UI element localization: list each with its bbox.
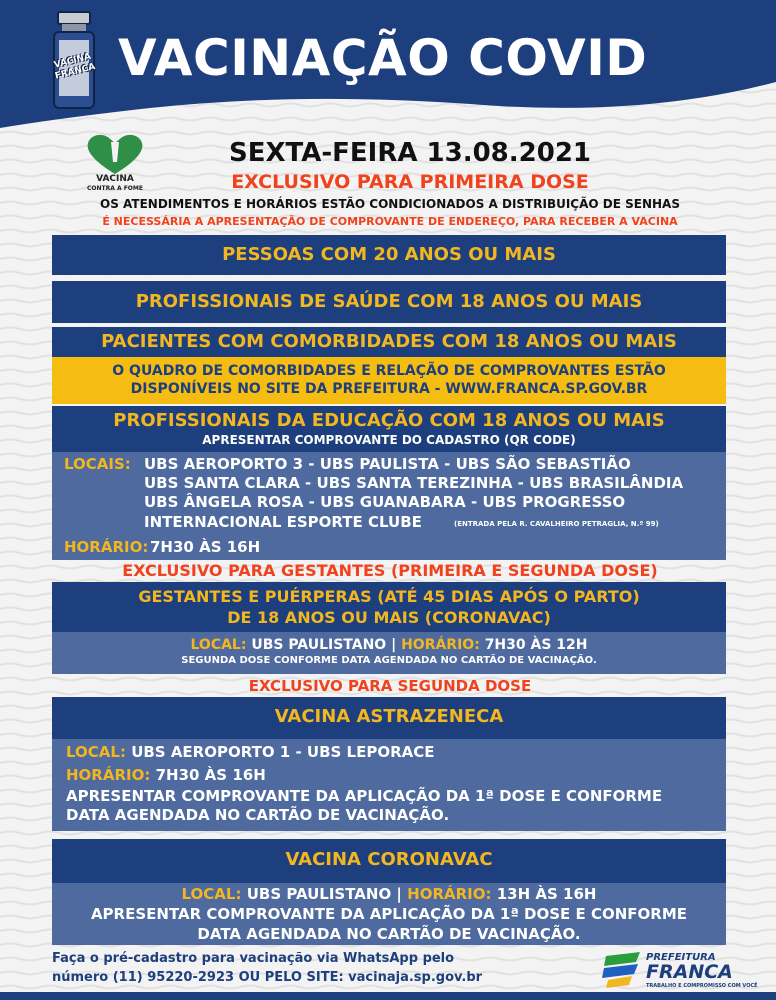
pregnant-info — [52, 632, 726, 674]
franca-flag-icon — [602, 952, 642, 988]
astrazeneca-hours-value: 7H30 ÀS 16H — [155, 766, 266, 784]
coronavac-hours-label: HORÁRIO: — [407, 885, 492, 903]
pregnant-hours-value: 7H30 ÀS 12H — [484, 637, 588, 653]
logo-text: VACINA FRANCA — [53, 51, 97, 82]
astrazeneca-hours-label: HORÁRIO: — [66, 766, 151, 784]
group-band-saude — [52, 281, 726, 323]
prefeitura-franca-logo — [602, 950, 772, 992]
group-subtitle-educacao: APRESENTAR COMPROVANTE DO CADASTRO (QR CODE) — [202, 433, 576, 447]
pregnant-local-line — [52, 636, 726, 654]
locations-line-4: INTERNACIONAL ESPORTE CLUBE — [144, 513, 422, 531]
coronavac-info — [52, 883, 726, 945]
pregnant-local-label: LOCAL: — [190, 637, 247, 653]
astrazeneca-local-value: UBS AEROPORTO 1 - UBS LEPORACE — [131, 743, 435, 761]
footer-line-2: número (11) 95220-2923 OU PELO SITE: vacinaja.sp.gov.br — [52, 970, 483, 985]
brand-main: FRANCA — [646, 961, 733, 983]
comorbidades-note — [52, 357, 726, 404]
pregnant-note: SEGUNDA DOSE CONFORME DATA AGENDADA NO CARTÃO DE VACINAÇÃO. — [181, 655, 597, 666]
coronavac-band — [52, 839, 726, 883]
group-title-comorbidades: PACIENTES COM COMORBIDADES COM 18 ANOS OU MAIS — [101, 331, 677, 352]
locations-label: LOCAIS: — [64, 455, 131, 473]
group-title-saude: PROFISSIONAIS DE SAÚDE COM 18 ANOS OU MAIS — [135, 291, 643, 312]
coronavac-local-line — [52, 884, 726, 904]
locations-hours-value: 7H30 ÀS 16H — [150, 538, 261, 556]
group-band-educacao — [52, 406, 726, 452]
astrazeneca-note-line-1: APRESENTAR COMPROVANTE DA APLICAÇÃO DA 1ª DOSE E CONFORME — [66, 787, 663, 805]
page-title: VACINAÇÃO COVID — [118, 29, 648, 87]
first-dose-heading: EXCLUSIVO PARA PRIMEIRA DOSE — [231, 171, 589, 193]
pregnant-title-2: DE 18 ANOS OU MAIS (CORONAVAC) — [227, 608, 551, 627]
notice-senhas: OS ATENDIMENTOS E HORÁRIOS ESTÃO CONDICIONADOS A DISTRIBUIÇÃO DE SENHAS — [100, 197, 680, 211]
locations-hours-label: HORÁRIO: — [64, 538, 149, 556]
pregnant-hours-label: HORÁRIO: — [401, 637, 480, 653]
seal-label-2: CONTRA A FOME — [87, 185, 143, 192]
seal-label-1: VACINA — [96, 174, 134, 184]
coronavac-note-line-2: DATA AGENDADA NO CARTÃO DE VACINAÇÃO. — [197, 925, 581, 943]
pregnant-title-1: GESTANTES E PUÉRPERAS (ATÉ 45 DIAS APÓS O PARTO) — [138, 587, 640, 606]
vacina-contra-a-fome-seal — [84, 132, 146, 200]
brand-top: PREFEITURA — [646, 952, 716, 963]
comorbidades-note-line-2: DISPONÍVEIS NO SITE DA PREFEITURA - WWW.FRANCA.SP.GOV.BR — [130, 381, 648, 397]
locations-line-3: UBS ÂNGELA ROSA - UBS GUANABARA - UBS PROGRESSO — [144, 493, 626, 511]
coronavac-local-value: UBS PAULISTANO | — [246, 885, 402, 903]
date-heading: SEXTA-FEIRA 13.08.2021 — [228, 138, 592, 168]
pregnant-local-value: UBS PAULISTANO | — [251, 637, 397, 653]
group-band-comorbidades — [52, 327, 726, 357]
coronavac-title: VACINA CORONAVAC — [285, 849, 493, 870]
astrazeneca-title: VACINA ASTRAZENECA — [274, 706, 504, 727]
heart-icon — [84, 132, 146, 176]
group-title-20-anos: PESSOAS COM 20 ANOS OU MAIS — [222, 244, 556, 265]
locations-line-1: UBS AEROPORTO 3 - UBS PAULISTA - UBS SÃO SEBASTIÃO — [144, 455, 631, 473]
locations-line-2: UBS SANTA CLARA - UBS SANTA TEREZINHA - UBS BRASILÂNDIA — [144, 474, 684, 492]
footer-line-1: Faça o pré-cadastro para vacinação via WhatsApp pelo — [52, 951, 455, 966]
astrazeneca-local-label: LOCAL: — [66, 743, 126, 761]
astrazeneca-local-line — [66, 743, 435, 762]
coronavac-note-line-1: APRESENTAR COMPROVANTE DA APLICAÇÃO DA 1ª DOSE E CONFORME — [90, 905, 688, 923]
brand-tagline: TRABALHO E COMPROMISSO COM VOCÊ — [646, 983, 758, 989]
comorbidades-note-line-1: O QUADRO DE COMORBIDADES E RELAÇÃO DE COMPROVANTES ESTÃO — [112, 363, 666, 379]
locations-line-4-note: (ENTRADA PELA R. CAVALHEIRO PETRAGLIA, N.º 99) — [454, 520, 659, 528]
group-band-20-anos — [52, 235, 726, 275]
locations-block — [52, 452, 726, 560]
footer-bar — [0, 992, 776, 1000]
coronavac-hours-value: 13H ÀS 16H — [496, 885, 597, 903]
astrazeneca-hours-line — [66, 766, 266, 785]
pregnant-band — [52, 582, 726, 632]
astrazeneca-band — [52, 697, 726, 739]
coronavac-local-label: LOCAL: — [181, 885, 242, 903]
vaccine-franca-logo — [48, 10, 100, 110]
astrazeneca-note-line-2: DATA AGENDADA NO CARTÃO DE VACINAÇÃO. — [66, 806, 450, 824]
group-title-educacao: PROFISSIONAIS DA EDUCAÇÃO COM 18 ANOS OU MAIS — [113, 410, 665, 431]
second-dose-heading: EXCLUSIVO PARA SEGUNDA DOSE — [248, 677, 532, 695]
notice-comprovante: É NECESSÁRIA A APRESENTAÇÃO DE COMPROVANTE DE ENDEREÇO, PARA RECEBER A VACINA — [102, 215, 678, 228]
pregnant-heading: EXCLUSIVO PARA GESTANTES (PRIMEIRA E SEGUNDA DOSE) — [122, 561, 658, 580]
astrazeneca-info — [52, 739, 726, 831]
